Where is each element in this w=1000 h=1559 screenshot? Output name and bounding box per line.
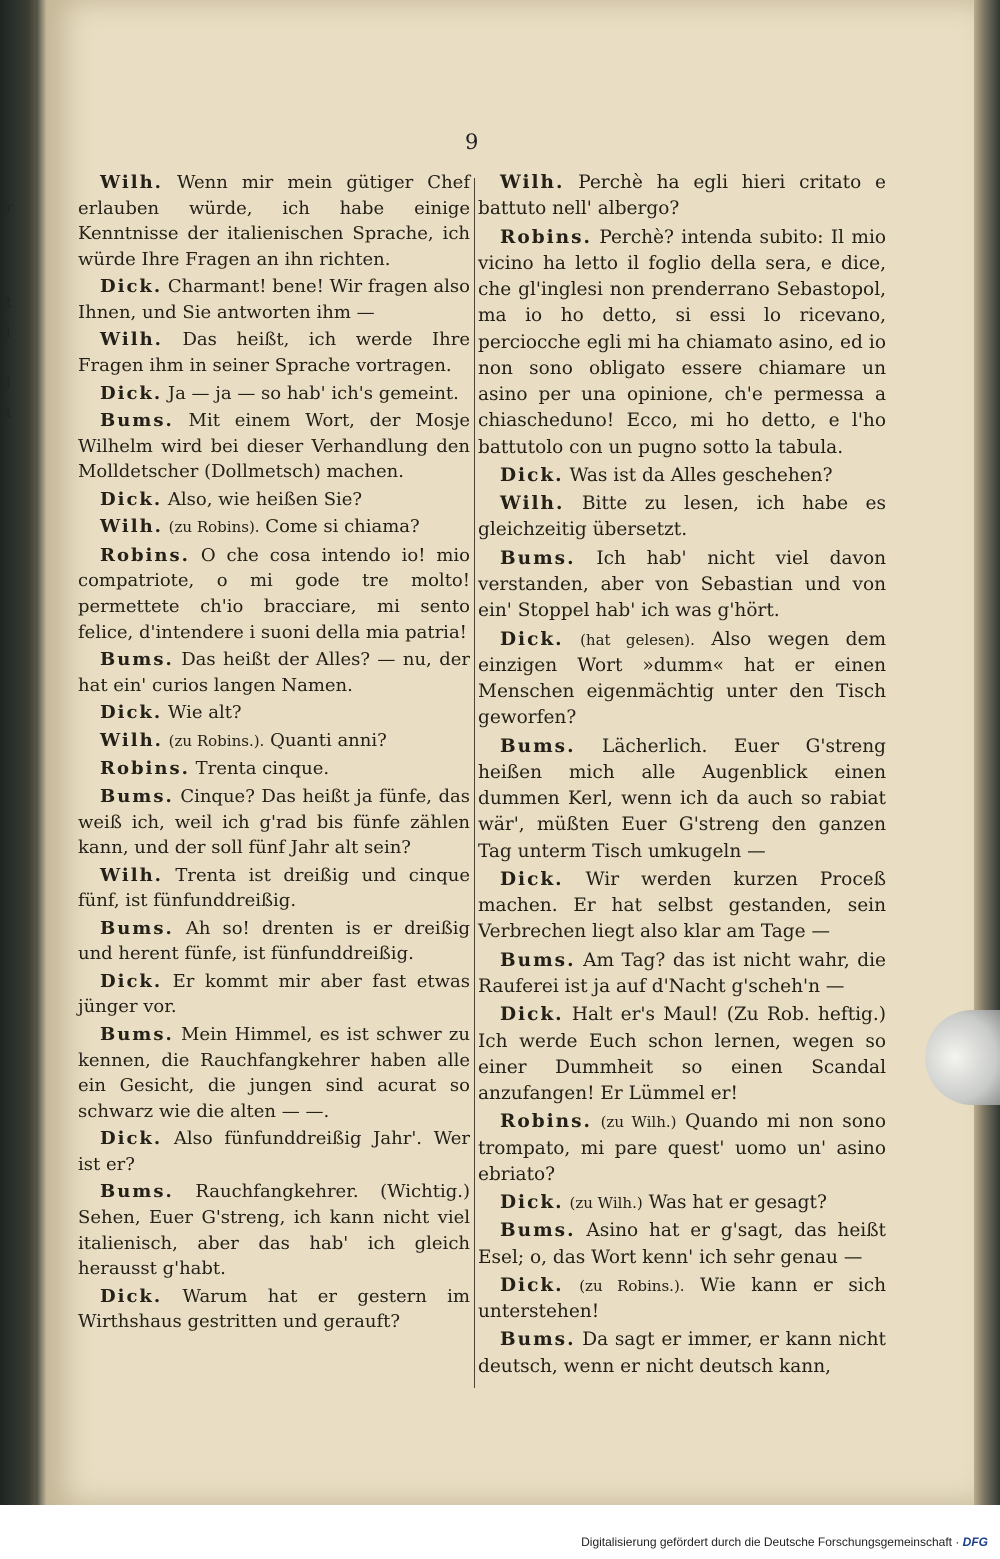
dialogue-text: Am Tag? das ist nicht wahr, die Rauferei ist ja auf d'Nacht g'scheh'n — [478,949,886,997]
speaker-name: Wilh. [100,172,163,193]
dialogue-paragraph [478,491,886,544]
dialogue-paragraph [478,1273,886,1326]
speaker-name: Bums. [100,649,174,671]
speaker-name: Dick. [100,1128,163,1150]
speaker-name: Bums. [500,1220,576,1242]
speaker-name: Dick. [100,702,163,724]
speaker-name: Bums. [100,410,174,432]
dialogue-text: O che cosa intendo io! mio compatriote, o mi gode tre molto! permettete ch'io bracciare, mi sento felice, d'intendere i suoni della mia patria! [78,544,470,643]
dialogue-text: Wenn mir mein gütiger Chef erlauben würde, ich habe einige Kenntnisse der italienischen Sprache, ich würde Ihre Fragen an ihn richten. [78,172,470,270]
footer-bar [0,1505,1000,1559]
speaker-name: Dick. [100,1285,163,1307]
stage-direction: (zu Robins.). [168,731,265,750]
dialogue-paragraph [478,867,886,946]
speaker-name: Dick. [100,276,163,298]
dialogue-text: Ja — ja — so hab' ich's gemeint. [167,382,459,404]
dialogue-text: Charmant! bene! Wir fragen also Ihnen, und Sie antworten ihm — [78,276,470,323]
dialogue-text: Warum hat er gestern im Wirthshaus gestritten und gerauft? [78,1285,470,1333]
dialogue-paragraph [478,1190,886,1216]
dialogue-text: Rauchfangkehrer. (Wichtig.) Sehen, Euer G'streng, ich kann nicht viel italienisch, aber das hab' ich gleich herausst g'habt. [78,1181,470,1280]
funding-notice [581,1535,988,1549]
dialogue-text: Halt er's Maul! (Zu Rob. heftig.) Ich werde Euch schon lernen, wegen so einer Dummheit so einen Scandal anzufangen! Er Lümmel er! [478,1004,886,1105]
speaker-name: Bums. [500,1329,576,1351]
right-text-column [478,170,886,1382]
dialogue-paragraph [78,1179,470,1281]
dialogue-paragraph [78,784,470,861]
stage-direction: (zu Wilh.) [569,1194,643,1213]
speaker-name: Wilh. [500,172,565,193]
dialogue-paragraph [478,1218,886,1271]
dialogue-paragraph [78,916,470,967]
dialogue-text: Ah so! drenten is er dreißig und herent fünfe, ist fünfunddreißig. [78,917,470,965]
stage-direction: (zu Wilh.) [600,1113,677,1132]
dialogue-paragraph [478,734,886,865]
speaker-name: Dick. [100,970,163,992]
margin-fragment: i [6,375,11,391]
speaker-name: Dick. [100,382,163,404]
speaker-name: Bums. [500,735,576,757]
dialogue-text: Mein Himmel, es ist schwer zu kennen, die Rauchfangkehrer haben alle ein Gesicht, die jungen sind acurat so schwarz wie die alten — —. [78,1024,471,1122]
dialogue-paragraph [78,327,470,378]
previous-page-edge [0,0,40,1505]
dialogue-text: Also wegen dem einzigen Wort »dumm« hat er einen Menschen eigenmächtig unter den Tisch geworfen? [478,628,886,729]
margin-fragment: t [6,405,12,421]
speaker-name: Wilh. [100,329,163,351]
speaker-name: Robins. [100,544,190,566]
speaker-name: Dick. [500,1274,564,1296]
speaker-name: Bums. [500,547,576,569]
dialogue-paragraph [78,381,470,407]
speaker-name: Wilh. [100,516,163,538]
speaker-name: Robins. [500,1111,592,1133]
dialogue-text: Quando mi non sono trompato, mi pare quest' uomo un' asino ebriato? [478,1111,886,1185]
funding-text: Digitalisierung gefördert durch die Deutsche Forschungsgemeinschaft · [581,1535,963,1549]
speaker-name: Bums. [100,785,174,807]
dialogue-text: Also, wie heißen Sie? [167,488,363,510]
speaker-name: Dick. [500,868,564,890]
dialogue-text: Perchè? intenda subito: Il mio vicino ha letto il foglio della sera, e dice, che gl'inglesi non prenderrano Sebastopol, ma io ho detto, si essi lo ricevano, perciocche egli mi ha chiamato asino, ed io non sono obligato essere chiamare un asino per una opinione, ch'e permessa a chiascheduno! Ecco, mi ho detto, e l'ho battutolo con un pugno sotto la tabula. [478,226,886,458]
dialogue-paragraph [78,647,470,698]
stage-direction: (hat gelesen). [580,630,695,649]
column-divider [474,178,475,1388]
dialogue-text: Asino hat er g'sagt, das heißt Esel; o, das Wort kenn' ich sehr genau — [478,1220,886,1268]
speaker-name: Robins. [500,226,592,248]
dialogue-text: Was hat er gesagt? [648,1192,827,1214]
dialogue-text: Da sagt er immer, er kann nicht deutsch, wenn er nicht deutsch kann, [478,1329,886,1377]
dialogue-text: Bitte zu lesen, ich habe es gleichzeitig übersetzt. [478,493,886,541]
dialogue-paragraph [478,948,886,1001]
dialogue-text: Lächerlich. Euer G'streng heißen mich alle Augenblick einen dummen Kerl, wenn ich da auch so rabiat wär', müßten Euer G'streng den ganzen Tag unterm Tisch umkugeln — [478,735,886,862]
dialogue-paragraph [78,543,470,645]
dialogue-paragraph [78,700,470,726]
dialogue-text: Perchè ha egli hieri critato e battuto nell' albergo? [478,172,886,220]
page-edge-right [974,0,1000,1505]
speaker-name: Wilh. [100,864,163,886]
dialogue-paragraph [78,487,470,513]
dialogue-paragraph [78,408,470,485]
dialogue-text: Das heißt, ich werde Ihre Fragen ihm in seiner Sprache vortragen. [78,329,470,376]
dialogue-paragraph [478,627,886,732]
dialogue-paragraph [78,170,470,272]
dialogue-paragraph [78,274,470,325]
dialogue-text: Was ist da Alles geschehen? [569,464,833,486]
speaker-name: Bums. [100,917,174,939]
dialogue-text: Er kommt mir aber fast etwas jünger vor. [78,970,470,1018]
speaker-name: Wilh. [500,493,565,515]
dialogue-paragraph [78,969,470,1020]
dialogue-paragraph [478,225,886,461]
dialogue-paragraph [78,728,470,755]
speaker-name: Robins. [100,758,190,780]
stage-direction: (zu Robins.). [579,1276,685,1295]
speaker-name: Bums. [100,1024,174,1045]
stage-direction: (zu Robins). [168,518,260,537]
speaker-name: Dick. [500,464,564,486]
speaker-name: Dick. [500,1004,564,1026]
speaker-name: Bums. [500,949,576,971]
dialogue-paragraph [478,1002,886,1107]
speaker-name: Dick. [100,488,163,510]
dialogue-text: Das heißt der Alles? — nu, der hat ein' curios langen Namen. [78,649,470,696]
speaker-name: Dick. [500,1192,564,1214]
page-number: 9 [465,130,479,154]
dialogue-text: Mit einem Wort, der Mosje Wilhelm wird bei dieser Verhandlung den Molldetscher (Dollmetsch) machen. [78,410,470,483]
dialogue-text: Wir werden kurzen Proceß machen. Er hat selbst gestanden, sein Verbrechen liegt also klar am Tage — [478,868,886,943]
dfg-logo: DFG [962,1535,988,1549]
dialogue-text: Ich hab' nicht viel davon verstanden, aber von Sebastian und von ein' Stoppel hab' ich was g'hört. [478,547,886,622]
speaker-name: Dick. [500,628,564,650]
left-text-column [78,170,470,1337]
dialogue-text: Also fünfunddreißig Jahr'. Wer ist er? [78,1128,470,1175]
dialogue-paragraph [78,756,470,782]
dialogue-paragraph [78,514,470,541]
dialogue-text: Trenta cinque. [195,758,330,780]
dialogue-text: Come si chiama? [265,516,420,538]
dialogue-text: Quanti anni? [270,729,387,751]
speaker-name: Wilh. [100,729,163,751]
dialogue-paragraph [478,170,886,223]
dialogue-paragraph [78,1022,470,1124]
margin-fragment: l [6,325,11,341]
dialogue-paragraph [478,1327,886,1380]
dialogue-paragraph [478,1109,886,1188]
dialogue-paragraph [78,1126,470,1177]
dialogue-paragraph [78,1284,470,1335]
dialogue-text: Wie kann er sich unterstehen! [478,1274,887,1323]
dialogue-text: Trenta ist dreißig und cinque fünf, ist fünfunddreißig. [78,864,470,912]
dialogue-text: Cinque? Das heißt ja fünfe, das weiß ich, weil ich g'rad bis fünfe zählen kann, und der soll fünf Jahr alt sein? [78,785,470,859]
margin-fragment: t [6,295,12,311]
margin-fragment: r [6,200,13,216]
dialogue-paragraph [78,863,470,914]
dialogue-paragraph [478,546,886,625]
dialogue-paragraph [478,463,886,489]
dialogue-text: Wie alt? [167,702,242,724]
speaker-name: Bums. [100,1181,174,1203]
